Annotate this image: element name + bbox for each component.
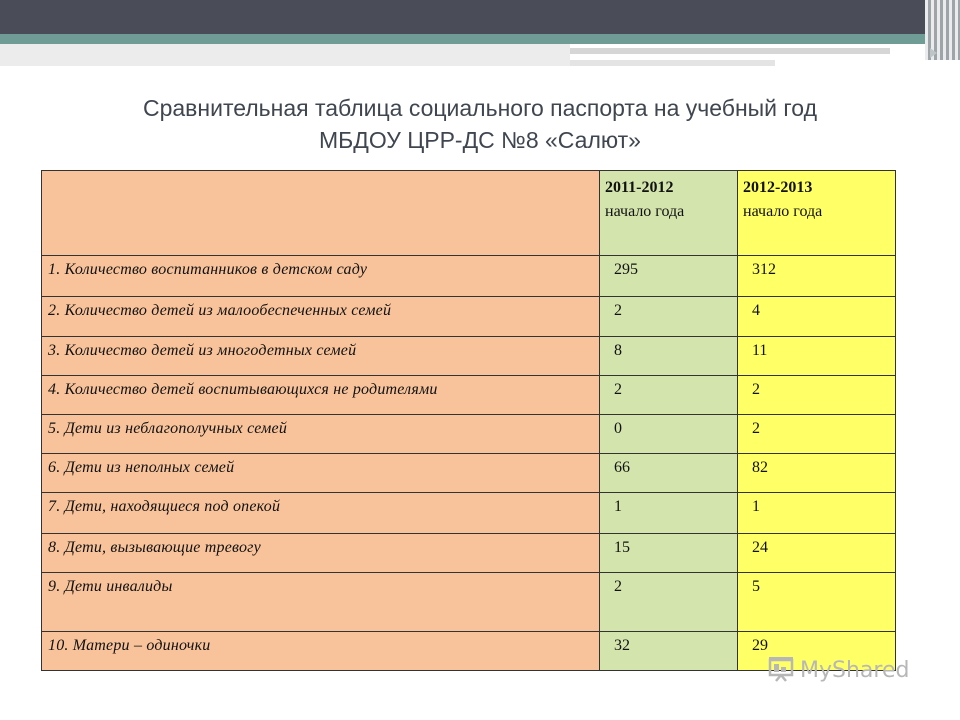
- row-value-2011: 8: [600, 337, 738, 376]
- row-value-2012: 2: [738, 376, 896, 415]
- slide-title: [40, 92, 920, 156]
- row-value-2012: 11: [738, 337, 896, 376]
- table-row: [42, 534, 896, 573]
- slide-title-line1: Сравнительная таблица социального паспорта на учебный год: [142, 95, 818, 121]
- row-value-2011: 0: [600, 415, 738, 454]
- row-value-2012: 1: [738, 493, 896, 534]
- row-value-2012: 29: [738, 632, 896, 671]
- row-value-2011: 2: [600, 573, 738, 632]
- row-label: 9. Дети инвалиды: [42, 573, 600, 632]
- row-value-2012: 24: [738, 534, 896, 573]
- row-label: 8. Дети, вызывающие тревогу: [42, 534, 600, 573]
- table-row: [42, 493, 896, 534]
- row-label: 7. Дети, находящиеся под опекой: [42, 493, 600, 534]
- row-value-2012: 312: [738, 256, 896, 297]
- header-col-2012: [738, 171, 896, 256]
- table-row: [42, 454, 896, 493]
- watermark-text: MyShared: [800, 658, 910, 683]
- table-row: [42, 256, 896, 297]
- row-label: 5. Дети из неблагополучных семей: [42, 415, 600, 454]
- row-label: 3. Количество детей из многодетных семей: [42, 337, 600, 376]
- table-row: [42, 415, 896, 454]
- row-value-2012: 5: [738, 573, 896, 632]
- table-header-row: [42, 171, 896, 256]
- header-col-2011-year: 2011-2012: [605, 179, 674, 196]
- header-empty-cell: [42, 171, 600, 256]
- row-label: 6. Дети из неполных семей: [42, 454, 600, 493]
- header-bar: [0, 0, 960, 34]
- header-divider-lower: [570, 60, 775, 66]
- passport-table: [41, 170, 896, 671]
- header-col-2011-sub: начало года: [605, 203, 685, 220]
- slide-title-line2: МБДОУ ЦРР-ДС №8 «Салют»: [319, 127, 641, 153]
- header-divider: [570, 48, 890, 54]
- header-col-2012-sub: начало года: [743, 203, 823, 220]
- header-accent-stripe: [0, 34, 925, 44]
- table-row: [42, 337, 896, 376]
- row-label: 2. Количество детей из малообеспеченных семей: [42, 297, 600, 337]
- row-value-2012: 4: [738, 297, 896, 337]
- row-label: 1. Количество воспитанников в детском саду: [42, 256, 600, 297]
- watermark: [768, 656, 909, 683]
- row-value-2011: 295: [600, 256, 738, 297]
- row-label: 4. Количество детей воспитывающихся не родителями: [42, 376, 600, 415]
- table-row: [42, 573, 896, 632]
- presentation-icon: [768, 656, 796, 682]
- row-value-2011: 2: [600, 376, 738, 415]
- row-value-2011: 2: [600, 297, 738, 337]
- row-value-2012: 2: [738, 415, 896, 454]
- row-value-2011: 32: [600, 632, 738, 671]
- header-col-2012-year: 2012-2013: [743, 179, 813, 196]
- table-row: [42, 376, 896, 415]
- row-value-2011: 15: [600, 534, 738, 573]
- row-label: 10. Матери – одиночки: [42, 632, 600, 671]
- row-value-2011: 1: [600, 493, 738, 534]
- row-value-2011: 66: [600, 454, 738, 493]
- row-value-2012: 82: [738, 454, 896, 493]
- table-row: [42, 297, 896, 337]
- corner-arrow-icon: [930, 48, 937, 58]
- header-col-2011: [600, 171, 738, 256]
- header-shadow-band: [0, 44, 570, 66]
